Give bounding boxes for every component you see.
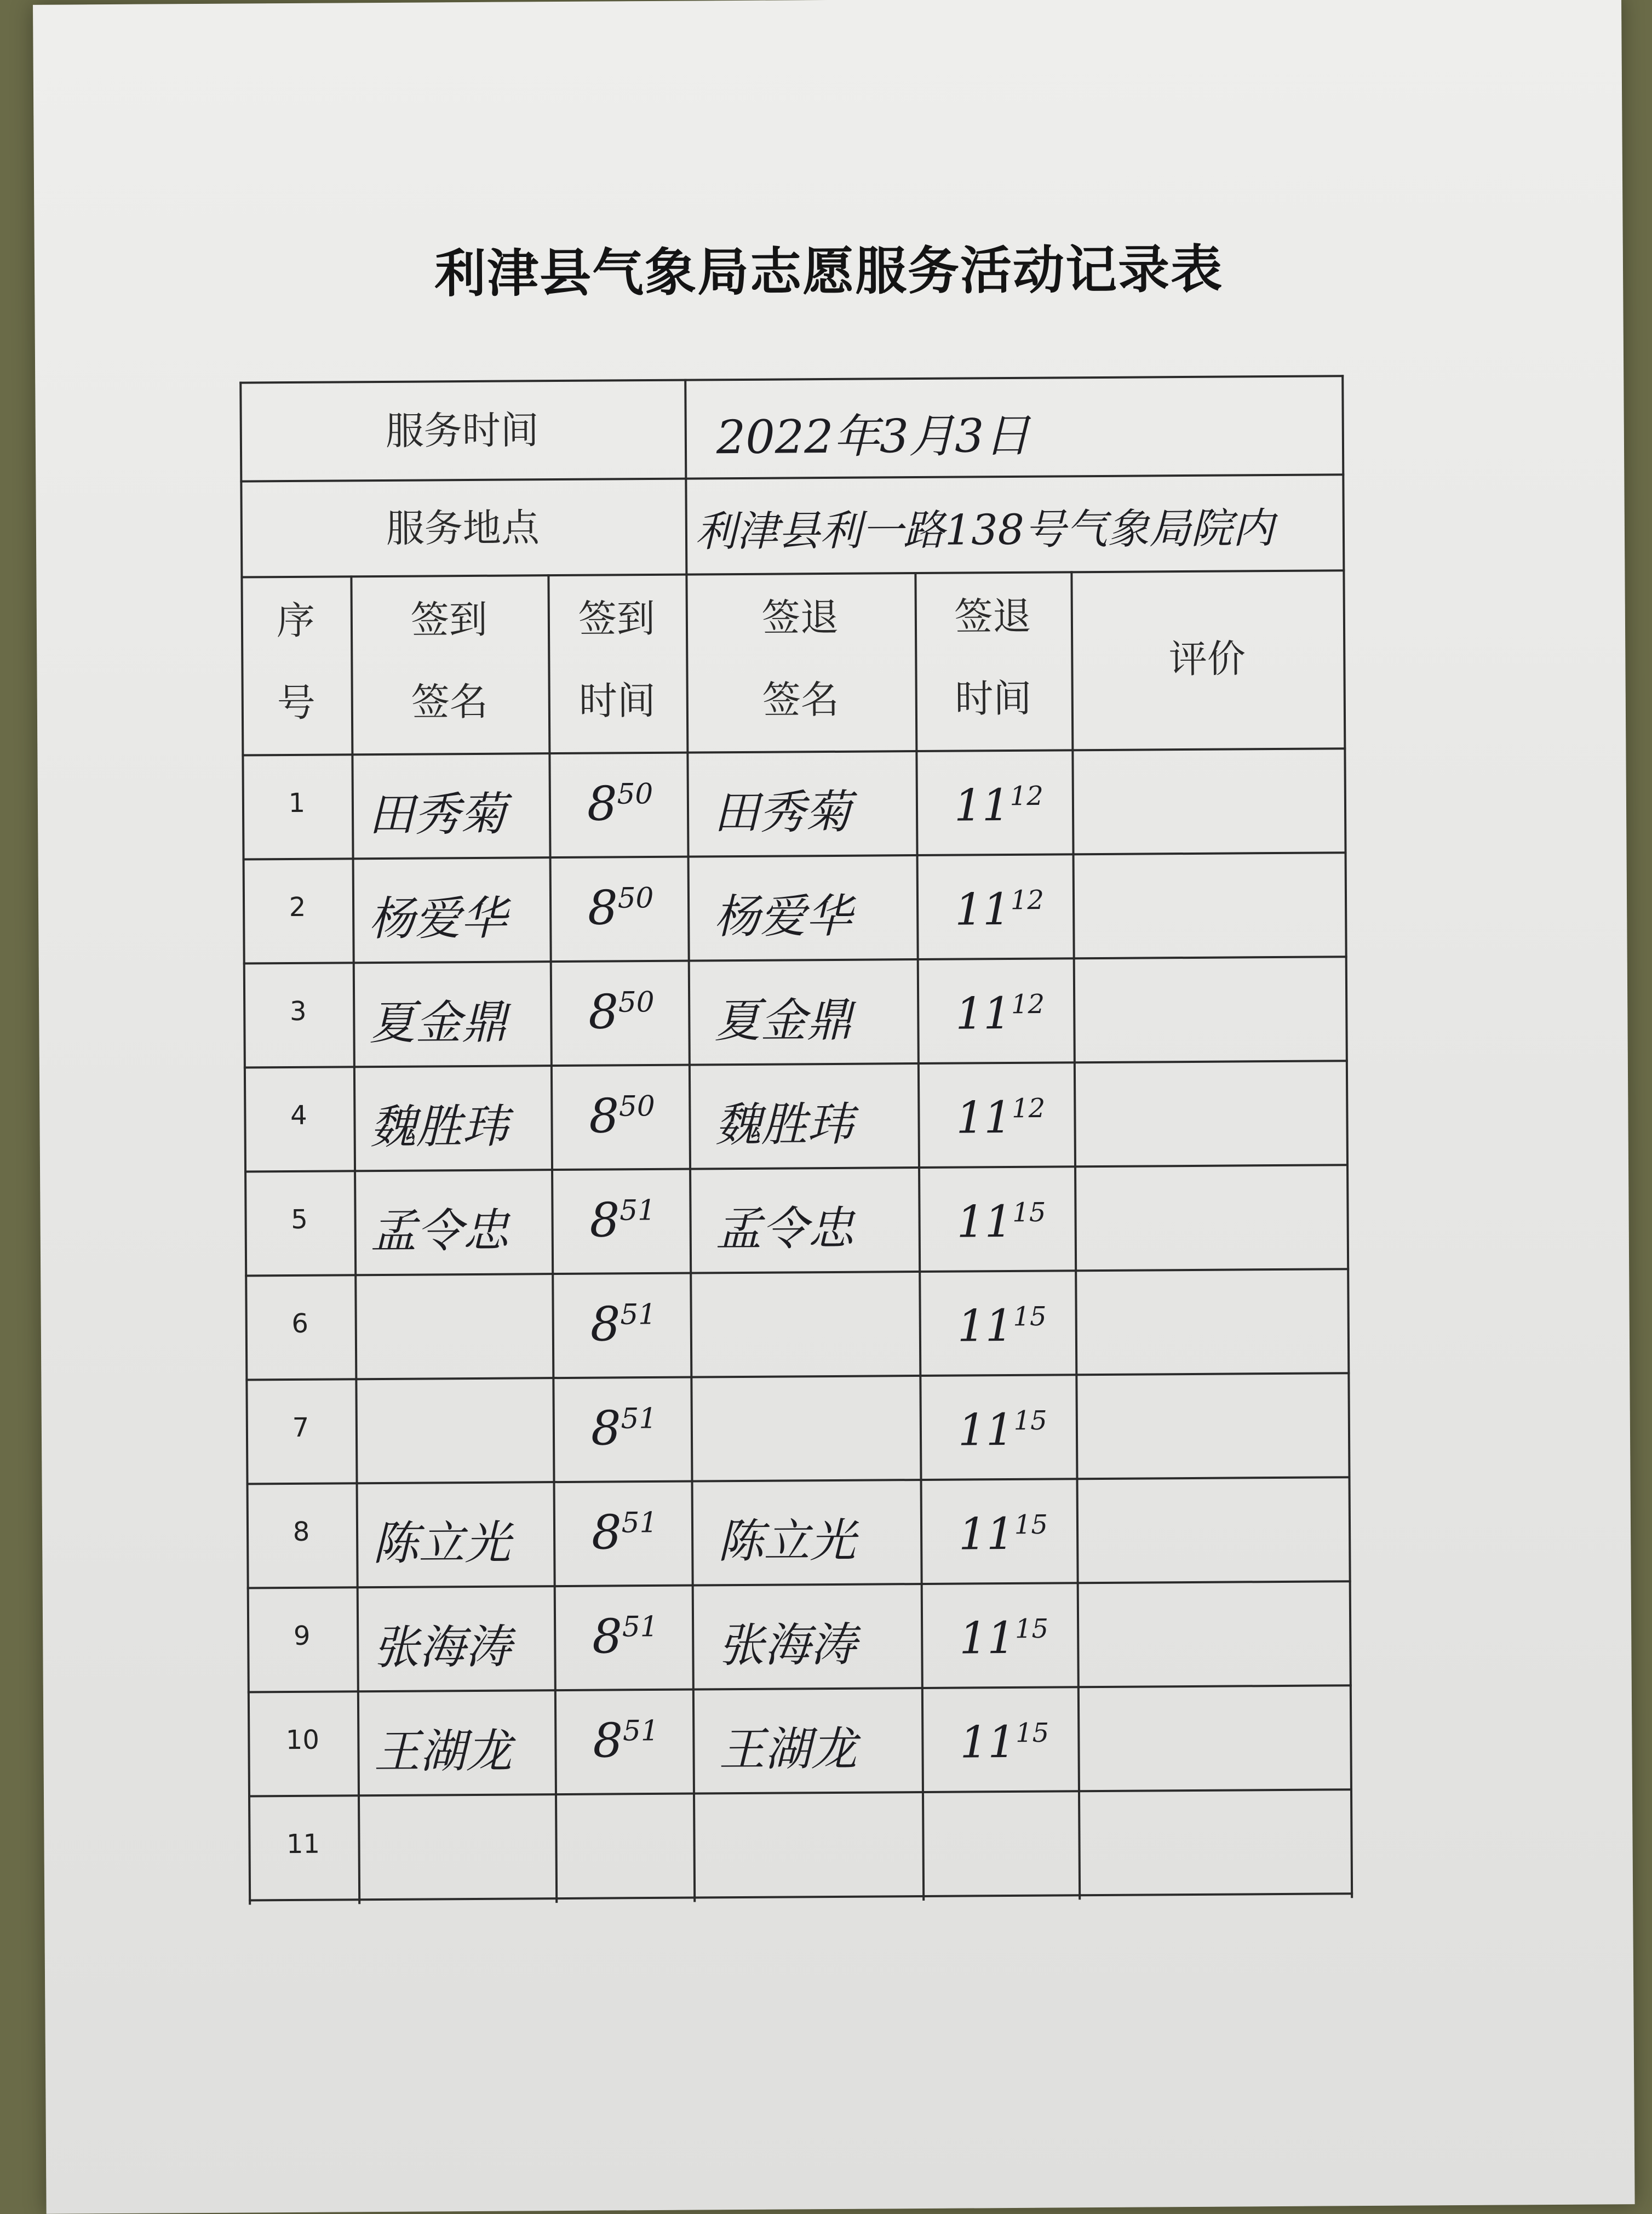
signin-time	[592, 1505, 658, 1560]
page-title: 利津县气象局志愿服务活动记录表	[434, 239, 1224, 305]
record-table	[239, 375, 1353, 1904]
signout-minute: 12	[1011, 988, 1045, 1020]
signin-hour: 8	[589, 1089, 620, 1144]
signout-time	[959, 1508, 1048, 1560]
signout-hour: 11	[956, 1091, 1012, 1143]
signout-hour: 11	[955, 987, 1012, 1039]
signin-signature: 陈立光	[372, 1515, 511, 1571]
signout-minute: 15	[1012, 1197, 1046, 1228]
signin-hour: 8	[589, 1193, 620, 1248]
table-row-line	[249, 1892, 1353, 1901]
signout-signature: 田秀菊	[713, 785, 852, 840]
signin-time	[587, 776, 653, 832]
signin-time	[592, 1609, 658, 1664]
row-number: 3	[289, 996, 307, 1027]
signout-time	[957, 1300, 1047, 1352]
signin-hour: 8	[590, 1297, 621, 1352]
signout-hour: 11	[959, 1612, 1016, 1664]
table-line	[914, 572, 925, 1901]
signout-signature: 孟令忠	[715, 1201, 854, 1256]
signout-hour: 11	[954, 779, 1011, 831]
signout-signature: 王湖龙	[719, 1721, 857, 1777]
col-evaluation: 评价	[1168, 636, 1246, 682]
signin-hour: 8	[587, 880, 618, 936]
col-signout-time-line2: 时间	[955, 676, 1032, 722]
signout-signature: 夏金鼎	[714, 993, 853, 1048]
signout-hour: 11	[954, 883, 1011, 935]
evaluation-cell	[1077, 1580, 1350, 1686]
signin-minute: 51	[622, 1610, 658, 1644]
signout-time	[954, 780, 1043, 831]
signin-time	[588, 985, 655, 1040]
col-signout-time-line1: 签退	[954, 593, 1031, 639]
row-number: 7	[292, 1412, 309, 1444]
signin-signature: 田秀菊	[368, 787, 507, 842]
col-signin-name-line1: 签到	[410, 597, 488, 643]
signin-signature: 杨爱华	[368, 891, 507, 946]
row-number: 2	[289, 891, 306, 923]
evaluation-cell	[1074, 1164, 1347, 1269]
signout-signature: 陈立光	[717, 1513, 856, 1569]
signin-signature: 王湖龙	[374, 1724, 512, 1779]
row-number: 1	[288, 787, 306, 819]
evaluation-cell	[1077, 1684, 1350, 1790]
evaluation-cell	[1075, 1268, 1347, 1374]
signout-minute: 15	[1014, 1509, 1048, 1541]
row-number: 9	[293, 1620, 311, 1652]
signin-time	[588, 880, 654, 936]
signin-minute: 51	[620, 1298, 657, 1331]
signin-minute: 51	[620, 1194, 656, 1227]
col-seq-line1: 序	[276, 598, 316, 644]
service-time-label: 服务时间	[385, 408, 540, 454]
signout-time	[960, 1717, 1049, 1768]
signout-minute: 12	[1010, 884, 1045, 916]
signout-time	[955, 884, 1044, 935]
signout-signature: 张海涛	[718, 1617, 857, 1673]
signout-minute: 15	[1013, 1405, 1047, 1437]
signin-time	[589, 1089, 655, 1144]
signin-signature: 张海涛	[373, 1620, 512, 1675]
signin-minute: 50	[618, 1090, 655, 1123]
row-number: 10	[285, 1724, 320, 1756]
signin-time	[593, 1713, 659, 1769]
signin-hour: 8	[587, 776, 617, 832]
service-place-value: 利津县利一路138号气象局院内	[695, 504, 1275, 556]
col-signin-time-line2: 时间	[578, 678, 656, 724]
evaluation-cell	[1076, 1476, 1349, 1582]
signin-time	[589, 1193, 656, 1248]
row-number: 11	[286, 1828, 320, 1860]
col-signin-name-line2: 签名	[411, 679, 489, 725]
col-seq-line2: 号	[277, 680, 316, 726]
signin-hour: 8	[591, 1505, 622, 1560]
signout-time	[956, 1196, 1046, 1248]
signout-hour: 11	[957, 1300, 1013, 1352]
signout-hour: 11	[957, 1404, 1014, 1456]
col-signout-name-line2: 签名	[762, 677, 840, 723]
table-line	[350, 575, 360, 1904]
signout-minute: 12	[1011, 1092, 1046, 1124]
signin-signature: 夏金鼎	[369, 995, 508, 1050]
table-line	[240, 473, 1344, 482]
table-line	[547, 574, 558, 1903]
signin-time	[591, 1401, 657, 1456]
signin-signature: 孟令忠	[370, 1203, 509, 1258]
signout-minute: 15	[1013, 1301, 1047, 1332]
col-signin-time-line1: 签到	[578, 596, 656, 642]
signin-hour: 8	[590, 1401, 621, 1456]
signout-time	[955, 988, 1045, 1039]
signout-minute: 12	[1009, 780, 1043, 812]
signout-hour: 11	[958, 1508, 1015, 1560]
signin-signature: 魏胜玮	[370, 1099, 508, 1154]
signin-minute: 51	[622, 1714, 659, 1748]
evaluation-cell	[1071, 747, 1344, 853]
table-border-top	[239, 375, 1344, 384]
service-place-label: 服务地点	[386, 505, 540, 551]
row-number: 6	[291, 1308, 309, 1340]
signin-hour: 8	[588, 985, 619, 1040]
evaluation-cell	[1074, 1060, 1346, 1165]
signin-minute: 51	[621, 1506, 658, 1540]
signout-time	[956, 1092, 1045, 1143]
signin-minute: 50	[617, 777, 653, 811]
signout-minute: 15	[1015, 1717, 1049, 1749]
signout-signature: 魏胜玮	[715, 1097, 853, 1152]
signout-signature: 杨爱华	[713, 889, 852, 944]
signout-hour: 11	[960, 1716, 1016, 1768]
paper-sheet	[33, 0, 1635, 2214]
signin-minute: 50	[617, 882, 654, 915]
signin-hour: 8	[593, 1713, 623, 1769]
row-number: 5	[291, 1204, 308, 1235]
signout-time	[958, 1404, 1047, 1456]
signout-time	[959, 1612, 1048, 1664]
row-number: 8	[292, 1516, 310, 1548]
evaluation-cell	[1075, 1372, 1348, 1478]
signin-hour: 8	[592, 1609, 623, 1664]
signin-minute: 50	[618, 986, 655, 1019]
evaluation-cell	[1072, 851, 1345, 957]
evaluation-cell	[1073, 956, 1346, 1061]
signout-minute: 15	[1014, 1613, 1049, 1645]
evaluation-cell	[1078, 1788, 1351, 1894]
signin-minute: 51	[621, 1402, 657, 1435]
row-number: 4	[290, 1100, 307, 1131]
service-time-value: 2022年3月3日	[716, 408, 1030, 465]
signout-hour: 11	[956, 1195, 1013, 1248]
col-signout-name-line1: 签退	[761, 594, 839, 640]
table-line	[240, 569, 1345, 578]
signin-time	[590, 1297, 656, 1352]
